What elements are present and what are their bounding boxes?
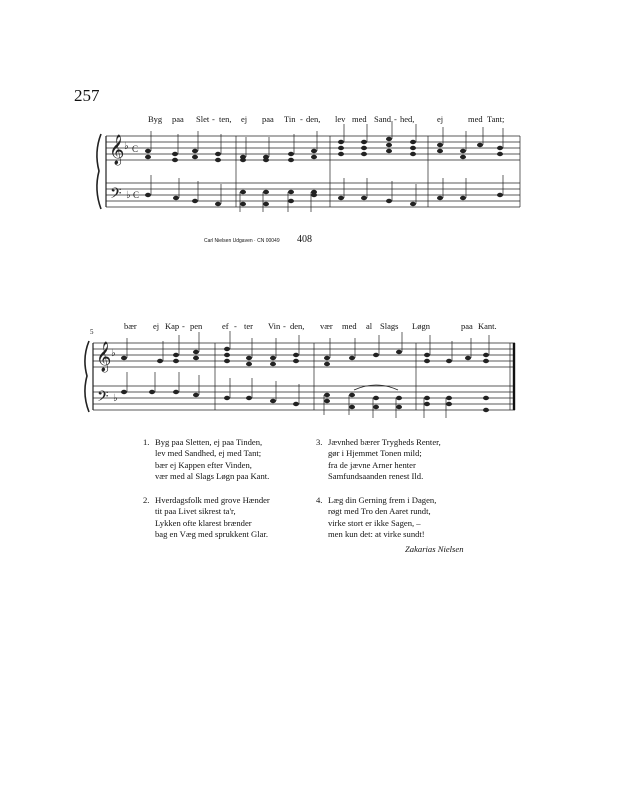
verse-line: Byg paa Sletten, ej paa Tinden, (155, 437, 263, 447)
svg-text:𝄢: 𝄢 (97, 388, 109, 409)
lyric-syllable: med (342, 321, 357, 331)
verse-line: Samfundsaanden renest Ild. (328, 471, 424, 482)
lyric-syllable: - (234, 321, 237, 331)
measure-number: 5 (90, 328, 94, 336)
verse-line: fra de jævne Arner henter (328, 459, 416, 470)
lyric-syllable: lev (335, 114, 346, 124)
verse-line: røgt med Tro den Aaret rundt, (328, 506, 431, 517)
lyric-syllable: - (394, 114, 397, 124)
lyric-syllable: Kant. (478, 321, 497, 331)
svg-text:♭: ♭ (124, 141, 129, 152)
lyric-syllable: paa (461, 321, 473, 331)
svg-text:♭: ♭ (113, 393, 118, 404)
lyric-syllable: med (352, 114, 367, 124)
lyric-syllable: den, (290, 321, 305, 331)
svg-text:♭: ♭ (126, 190, 131, 201)
verse-line: vær med al Slags Løgn paa Kant. (155, 471, 270, 482)
verse-line: Jævnhed bærer Trygheds Renter, (328, 437, 441, 447)
lyric-syllable: pen (190, 321, 203, 331)
lyric-syllable: Byg (148, 114, 163, 124)
lyric-syllable: ter (244, 321, 253, 331)
lyric-syllable: al (366, 321, 373, 331)
lyric-syllable: ef (222, 321, 229, 331)
verse-line: Læg din Gerning frem i Dagen, (328, 495, 437, 505)
lyric-syllable: Tant; (487, 114, 505, 124)
verse-2 (143, 495, 270, 541)
lyric-syllable: ej (241, 114, 248, 124)
verse-number: 4. (316, 495, 323, 505)
lyric-syllable: Slet (196, 114, 210, 124)
verse-4 (316, 495, 437, 541)
svg-text:𝄞: 𝄞 (109, 135, 125, 165)
verse-line: men kun det: at virke sundt! (328, 529, 425, 540)
lyric-syllable: - (283, 321, 286, 331)
lyric-syllable: paa (172, 114, 184, 124)
svg-text:C: C (132, 144, 139, 154)
publisher-credit: Carl Nielsen Udgaven · CN 00049 (204, 238, 280, 244)
lyric-syllable: ej (437, 114, 444, 124)
lyric-syllable: ej (153, 321, 160, 331)
lyric-syllable: Løgn (412, 321, 430, 331)
lyric-syllable: paa (262, 114, 274, 124)
lyric-syllable: bær (124, 321, 137, 331)
verse-3 (316, 437, 441, 483)
lyric-syllable: vær (320, 321, 333, 331)
lyric-syllable: den, (306, 114, 321, 124)
verse-line: Hverdagsfolk med grove Hænder (155, 495, 270, 505)
lyric-syllable: - (300, 114, 303, 124)
lyric-syllable: med (468, 114, 483, 124)
verse-line: gør i Hjemmet Tonen mild; (328, 448, 422, 459)
svg-text:♭: ♭ (111, 348, 116, 359)
lyric-syllable: - (212, 114, 215, 124)
lyric-syllable: Kap (165, 321, 180, 331)
verse-line: tit paa Livet sikrest ta'r, (155, 506, 236, 517)
lyric-syllable: Sand (374, 114, 391, 124)
svg-text:𝄢: 𝄢 (110, 185, 122, 206)
verse-line: virke stort er ikke Sagen, – (328, 517, 421, 528)
svg-text:C: C (133, 190, 140, 200)
lyric-syllable: hed, (400, 114, 415, 124)
verse-number: 2. (143, 495, 150, 505)
page-number: 408 (297, 234, 312, 245)
lyric-syllable: Vin (268, 321, 281, 331)
verse-line: bær ej Kappen efter Vinden, (155, 459, 252, 470)
verse-number: 1. (143, 437, 150, 447)
lyric-syllable: - (182, 321, 185, 331)
verse-number: 3. (316, 437, 323, 447)
hymn-number: 257 (74, 86, 100, 105)
verse-1 (143, 437, 270, 483)
author-credit: Zakarias Nielsen (405, 544, 464, 554)
verse-line: bag en Væg med sprukkent Glar. (155, 529, 268, 540)
lyric-syllable: Slags (380, 321, 399, 331)
svg-text:𝄞: 𝄞 (96, 342, 112, 372)
lyric-syllable: ten, (219, 114, 232, 124)
lyric-syllable: Tin (284, 114, 296, 124)
verse-line: lev med Sandhed, ej med Tant; (155, 448, 262, 459)
verse-line: Lykken ofte klarest brænder (155, 517, 252, 528)
